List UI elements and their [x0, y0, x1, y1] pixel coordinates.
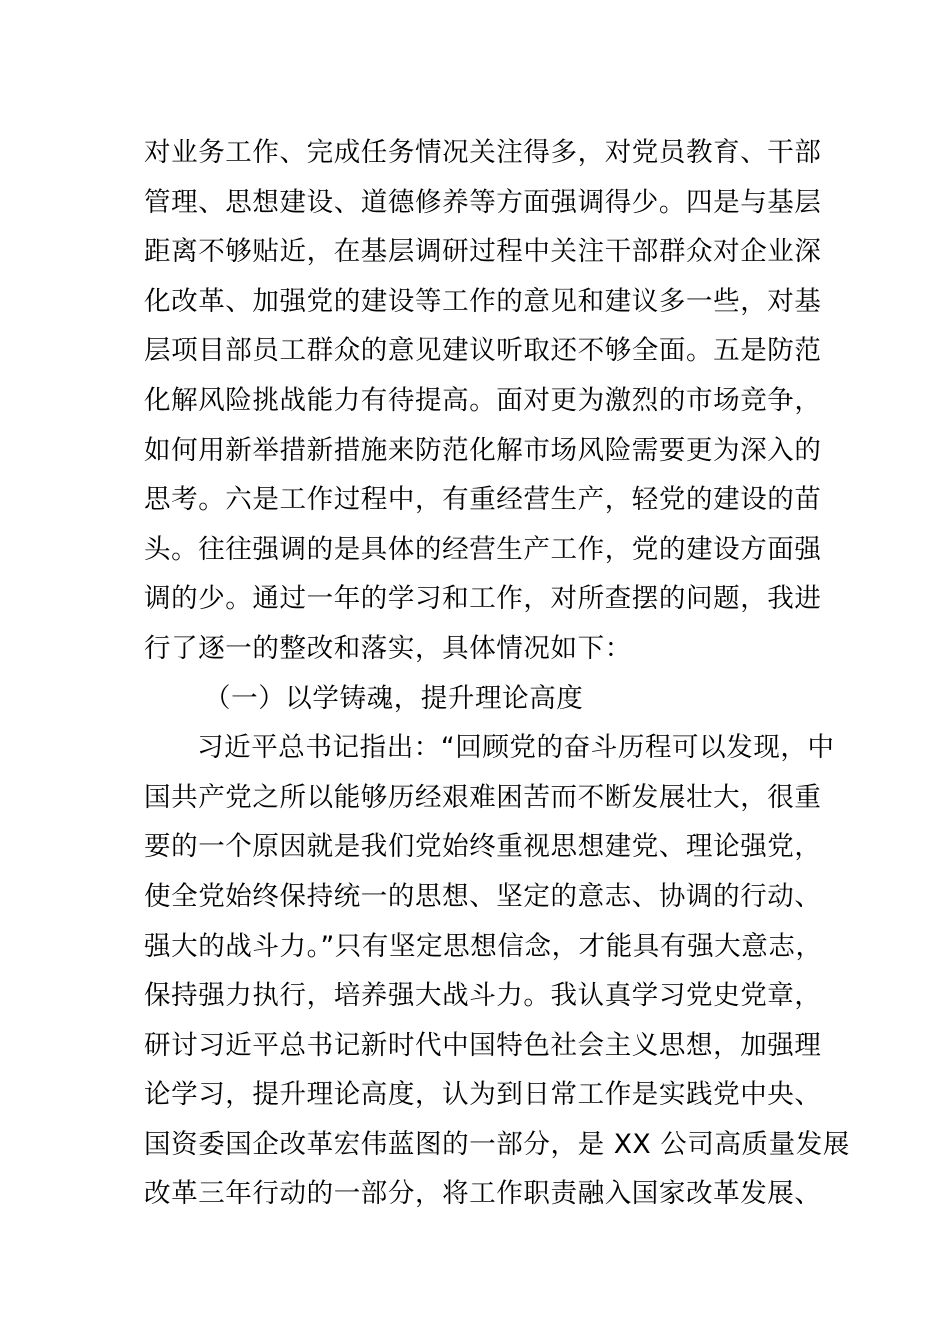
text-line: 思考。六是工作过程中，有重经营生产，轻党的建设的苗 [144, 484, 822, 516]
text-line: 强大的战斗力。”只有坚定思想信念，才能具有强大意志， [144, 930, 823, 962]
text-line: 对业务工作、完成任务情况关注得多，对党员教育、干部 [144, 137, 822, 168]
text-line: 保持强力执行，培养强大战斗力。我认真学习党史党章， [144, 980, 822, 1012]
text-line: 行了逐一的整改和落实，具体情况如下： [144, 632, 632, 664]
text-line: 化解风险挑战能力有待提高。面对更为激烈的市场竞争， [144, 384, 822, 416]
text-line: 调的少。通过一年的学习和工作，对所查摆的问题，我进 [144, 583, 822, 615]
text-line: 化改革、加强党的建设等工作的意见和建议多一些，对基 [144, 285, 822, 317]
text-line: 管理、思想建设、道德修养等方面强调得少。四是与基层 [144, 186, 822, 218]
text-line: 距离不够贴近，在基层调研过程中关注干部群众对企业深 [144, 236, 822, 268]
text-line: 层项目部员工群众的意见建议听取还不够全面。五是防范 [144, 335, 822, 367]
text-line: 国共产党之所以能够历经艰难困苦而不断发展壮大，很重 [144, 781, 822, 813]
text-line: 如何用新举措新措施来防范化解市场风险需要更为深入的 [144, 434, 822, 466]
text-line: 改革三年行动的一部分，将工作职责融入国家改革发展、 [144, 1178, 822, 1210]
text-line: 头。往往强调的是具体的经营生产工作，党的建设方面强 [144, 533, 822, 565]
document-body [144, 128, 850, 1219]
text-line: 使全党始终保持统一的思想、坚定的意志、协调的行动、 [144, 880, 822, 912]
text-line: 研讨习近平总书记新时代中国特色社会主义思想，加强理 [144, 1029, 822, 1061]
section-heading: （一）以学铸魂，提升理论高度 [204, 682, 584, 714]
text-line: 论学习，提升理论高度，认为到日常工作是实践党中央、 [144, 1079, 822, 1111]
paragraph-first-line: 习近平总书记指出：“回顾党的奋斗历程可以发现，中 [197, 732, 835, 764]
text-line: 国资委国企改革宏伟蓝图的一部分，是 XX 公司高质量发展 [144, 1128, 850, 1160]
text-line: 要的一个原因就是我们党始终重视思想建党、理论强党， [144, 831, 822, 863]
